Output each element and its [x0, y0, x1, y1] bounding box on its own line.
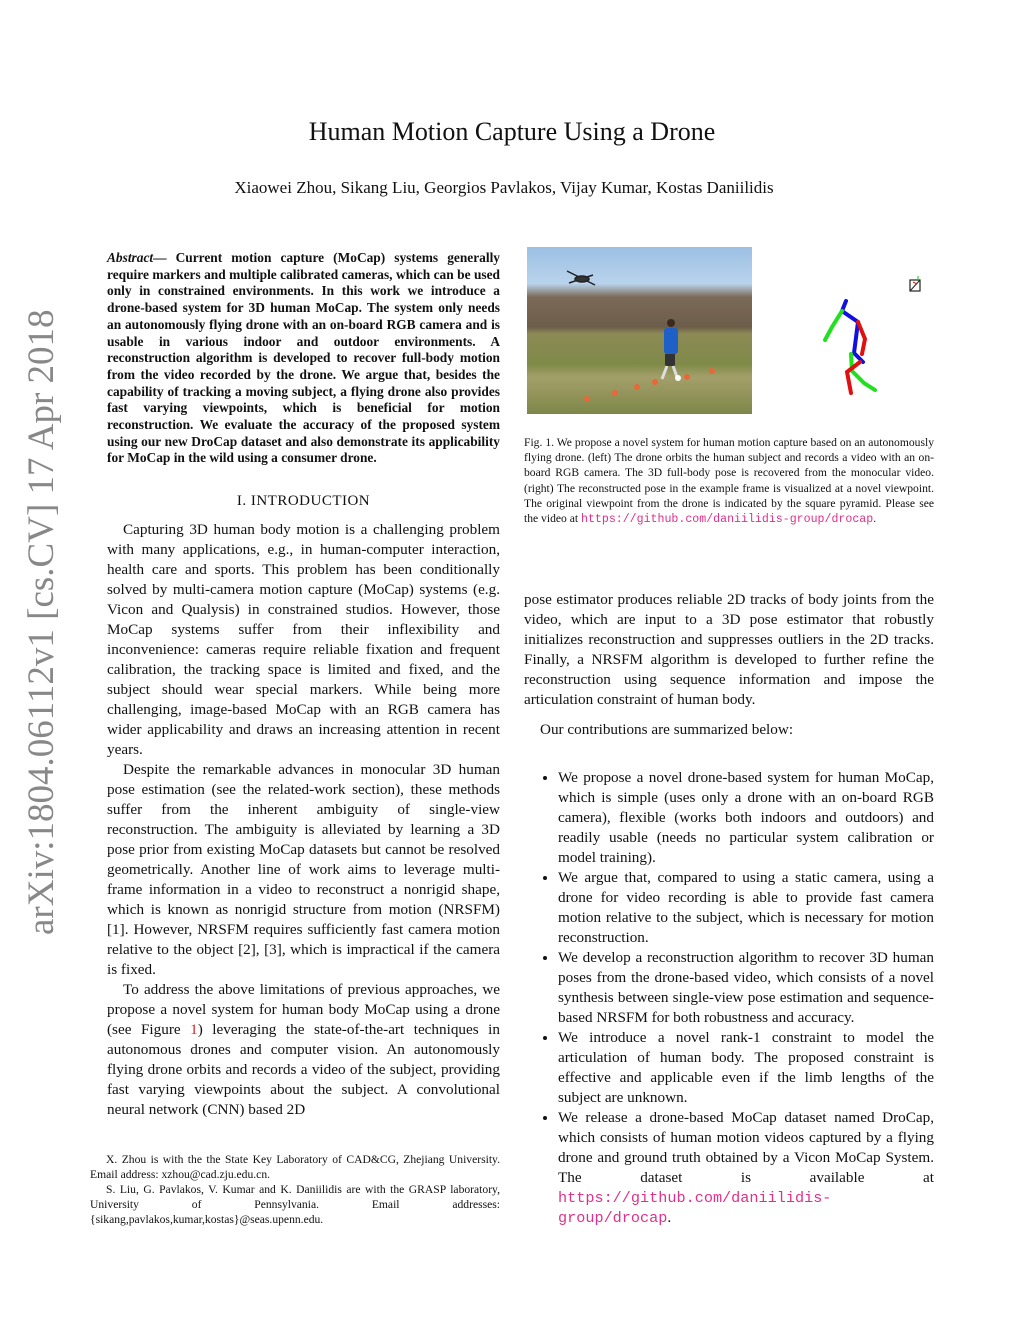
pose-skeleton: [807, 267, 937, 417]
text: We release a drone-based MoCap dataset named DroCap, which consists of human motion videos captured by a flying drone and ground truth obtained by a Vicon MoCap System. The dataset is available at: [558, 1109, 934, 1186]
abstract-text: — Current motion capture (MoCap) systems generally require markers and multiple calibrated cameras, which can be used only in constrained environments. In this work we introduce a drone-based system for 3D human MoCap. The system only needs an autonomously flying drone with an on-board RGB camera and is usable in various indoor and outdoor environments. A reconstruction algorithm is developed to recover full-body motion from the video recorded by the drone. We argue that, besides the capability of tracking a moving subject, a flying drone also provides fast varying viewpoints, which is beneficial for motion reconstruction. We evaluate the accuracy of the proposed system using our new DroCap dataset and also demonstrate its applicability for MoCap in the wild using a consumer drone.: [107, 250, 500, 466]
skeleton-right-arm: [858, 322, 865, 354]
footnote: S. Liu, G. Pavlakos, V. Kumar and K. Daniilidis are with the GRASP laboratory, University of Pennsylvania. Email addresses: {sikang,pavlakos,kumar,kostas}@seas.upenn.edu.: [90, 1183, 500, 1226]
right-column: [524, 590, 934, 1228]
paper-title: Human Motion Capture Using a Drone: [308, 117, 716, 146]
left-column: [107, 250, 500, 1120]
intro-paragraph: Capturing 3D human body motion is a challenging problem with many applications, e.g., in human-computer interaction, health care and sports. This problem has been conditionally solved by multi-camera motion capture (MoCap) systems (e.g. Vicon and Qualysis) in constrained studios. However, those MoCap systems suffer from their inflexibility and inconvenience: cameras require reliable fixation and frequent calibration, the tracking space is limited and fixed, and the subject should wear special markers. While being more challenging, image-based MoCap with an RGB camera has wider applicability and draws an increasing attention in recent years.: [107, 521, 500, 759]
text: .: [873, 512, 877, 526]
text: .: [667, 1209, 672, 1226]
photo-scene: [527, 247, 752, 414]
body-paragraph: pose estimator produces reliable 2D tracks of body joints from the video, which are input to a 3D pose estimator that robustly initializes reconstruction and suppresses outliers in the 2D tracks. Finally, a NRSFM algorithm is developed to further refine the reconstruction using sequence information and impose the articulation constraint of human body.: [524, 591, 934, 708]
author-list: Xiaowei Zhou, Sikang Liu, Georgios Pavlakos, Vijay Kumar, Kostas Daniilidis: [234, 178, 774, 197]
section-heading: I. INTRODUCTION: [236, 493, 371, 510]
drone-photo: [527, 247, 752, 414]
list-item: • We develop a reconstruction algorithm to recover 3D human poses from the drone-based video, which consists of a novel synthesis between single-view pose estimation and sequence-based NRSFM for both robustness and accuracy.: [558, 948, 934, 1028]
figure-1: [527, 247, 937, 417]
list-item: [558, 1108, 934, 1228]
abstract-label: Abstract: [107, 250, 154, 265]
cones: [584, 368, 715, 402]
intro-paragraph: [107, 980, 500, 1120]
caption-text: Fig. 1. We propose a novel system for human motion capture based on an autonomously flying drone. (left) The drone orbits the human subject and records a video with an on-board RGB camera. The 3D full-body pose is recovered from the monocular video. (right) The reconstructed pose in the example frame is visualized at a novel viewpoint. The original viewpoint from the drone is indicated by the square pyramid. Please see the video at: [524, 436, 934, 526]
text: To address the above limitations of previous approaches, we propose a novel system for human body MoCap using a drone (see Figure: [107, 981, 500, 1039]
contributions-list: [524, 768, 934, 1228]
person-figure: [662, 319, 681, 381]
figure-caption: [524, 435, 934, 527]
abstract: [107, 250, 500, 467]
drone-icon: [567, 271, 595, 285]
camera-pyramid-icon: [910, 276, 920, 291]
contributions-intro: Our contributions are summarized below:: [540, 721, 794, 738]
arxiv-stamp: arXiv:1804.06112v1 [cs.CV] 17 Apr 2018: [21, 309, 62, 935]
skeleton-left-arm: [825, 311, 842, 340]
drocap-link[interactable]: https://github.com/daniilidis-group/drocap: [580, 513, 874, 527]
list-item: • We argue that, compared to using a static camera, using a drone for video recording is able to provide fast camera motion relative to the subject, which is necessary for motion reconstruction.: [558, 868, 934, 948]
figure-ref-link[interactable]: 1: [190, 1021, 198, 1039]
intro-paragraph: Despite the remarkable advances in monocular 3D human pose estimation (see the related-work section), these methods suffer from the inherent ambiguity of single-view reconstruction. The ambiguity is alleviated by learning a 3D pose prior from existing MoCap datasets but cannot be resolved geometrically. Another line of work aims to leverage multi-frame information in a video to reconstruct a nonrigid shape, which is known as nonrigid structure from motion (NRSFM) [1]. However, NRSFM requires sufficiently fast camera motion relative to the object [2], [3], which is impractical if the camera is fixed.: [107, 761, 500, 979]
footnotes: [90, 1152, 500, 1227]
text: ) leveraging the state-of-the-art techniques in autonomous drones and computer vision. An autonomously flying drone orbits and records a video of the subject, providing fast varying viewpoints about the subject. A convolutional neural network (CNN) based 2D: [107, 1021, 500, 1119]
footnote: X. Zhou is with the the State Key Laboratory of CAD&CG, Zhejiang University. Email address: xzhou@cad.zju.edu.cn.: [90, 1153, 500, 1181]
dataset-link[interactable]: https://github.com/daniilidis-group/drocap: [558, 1189, 832, 1227]
list-item: • We propose a novel drone-based system for human MoCap, which is simple (uses only a drone with an on-board RGB camera), flexible (works both indoors and outdoors) and readily usable (needs no particular system calibration or model training).: [558, 768, 934, 868]
list-item: • We introduce a novel rank-1 constraint to model the articulation of human body. The proposed constraint is effective and applicable even if the limb lengths of the subject are unknown.: [558, 1028, 934, 1108]
